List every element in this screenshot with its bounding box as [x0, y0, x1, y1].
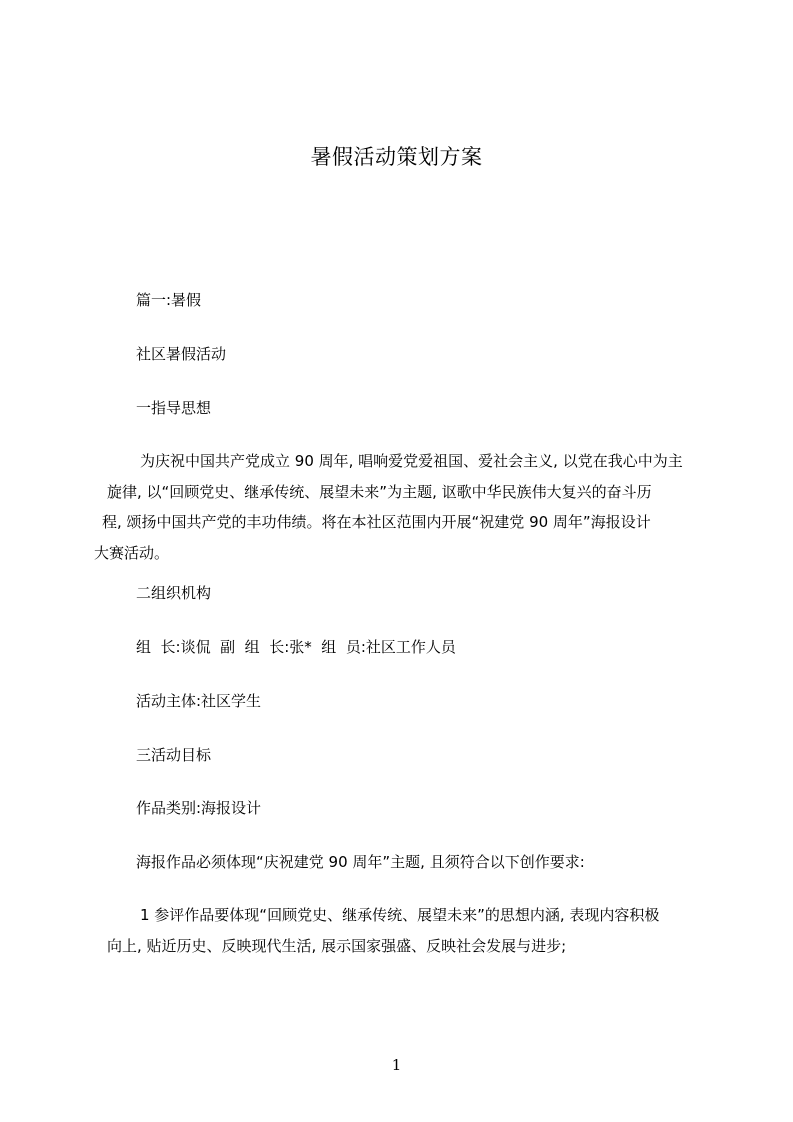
section-heading-guiding-ideology: 一指导思想 — [136, 399, 212, 417]
paragraph-line: 1 参评作品要体现“回顾党史、继承传统、展望未来”的思想内涵, 表现内容积极 — [140, 906, 660, 924]
activity-subject: 活动主体:社区学生 — [136, 692, 262, 710]
paragraph-line: 为庆祝中国共产党成立 90 周年, 唱响爱党爱祖国、爱社会主义, 以党在我心中为主 — [140, 452, 683, 470]
paragraph-line: 大赛活动。 — [94, 543, 170, 562]
paragraph-line: 旋律, 以“回顾党史、继承传统、展望未来”为主题, 讴歌中华民族伟大复兴的奋斗历 — [107, 482, 652, 501]
document-title: 暑假活动策划方案 — [310, 145, 483, 169]
paragraph-requirement-1 — [107, 900, 659, 961]
subtitle-text: 社区暑假活动 — [136, 345, 227, 363]
requirement-text: 海报作品必须体现“庆祝建党 90 周年”主题, 且须符合以下创作要求: — [136, 853, 585, 871]
paragraph-line: 程, 颂扬中国共产党的丰功伟绩。将在本社区范围内开展“祝建党 90 周年”海报设计 — [102, 513, 651, 531]
paragraph-guiding-ideology — [94, 446, 683, 568]
page-number: 1 — [391, 1056, 402, 1074]
chapter-heading: 篇一:暑假 — [136, 291, 202, 309]
work-category: 作品类别:海报设计 — [136, 799, 262, 817]
paragraph-line: 向上, 贴近历史、反映现代生活, 展示国家强盛、反映社会发展与进步; — [107, 936, 567, 955]
organization-members: 组 长:谈侃 副 组 长:张* 组 员:社区工作人员 — [136, 638, 456, 656]
section-heading-organization: 二组织机构 — [136, 584, 212, 602]
section-heading-goals: 三活动目标 — [136, 746, 212, 764]
